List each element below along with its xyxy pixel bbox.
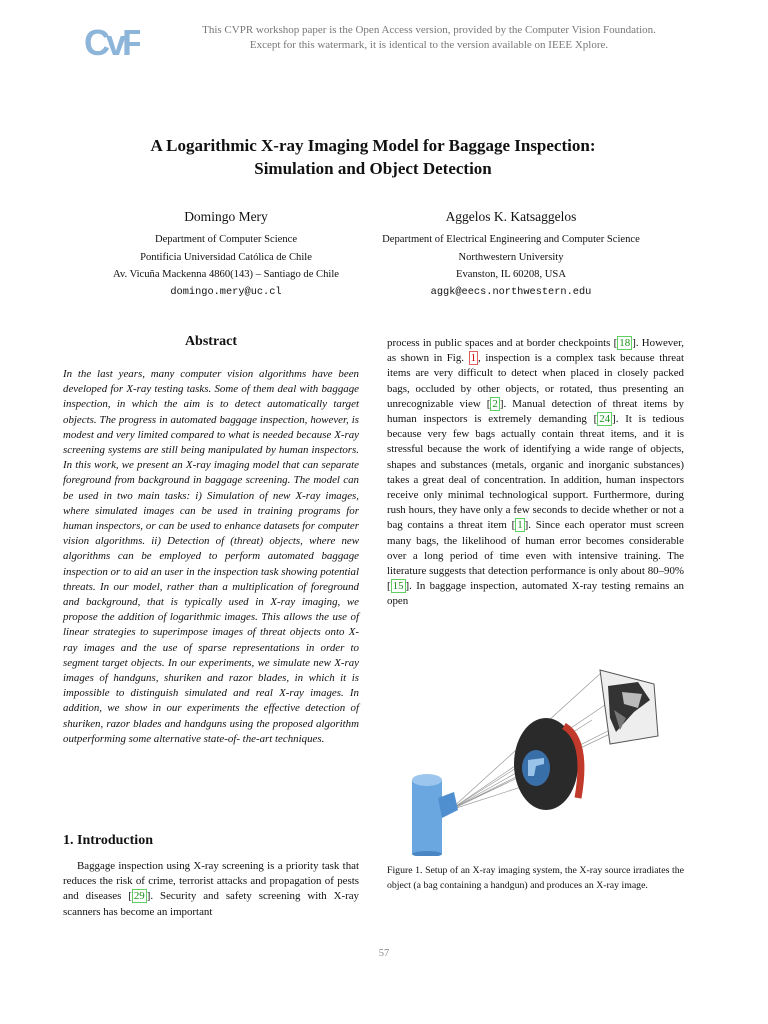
author-email[interactable]: aggk@eecs.northwestern.edu bbox=[430, 285, 592, 298]
body-text: process in public spaces and at border checkpoints bbox=[387, 337, 614, 349]
author-block-2 bbox=[341, 208, 681, 301]
intro-paragraph: Baggage inspection using X-ray screening is a priority task that reduces the risk of crime, terrorist attacks and propagation of pests and diseases [ 29 ]. Security and safety screening with X-ray scanners has become an important bbox=[63, 860, 360, 918]
body-text: . It is tedious because very few bags actually contain threat items, and it is stressful because the work of identifying a wide range of objects, shapes and substances (metals, organic and inorganic substances) takes a great deal of concentration. In addition, human inspectors receive only minimal technological support. Furthermore, during rush hours, they have only a few seconds to decide whether or not a bag contains a threat item bbox=[387, 413, 684, 532]
intro-text: . Security and safety screening with X-ray scanners has become an important bbox=[63, 890, 360, 918]
citation-link[interactable]: 29 bbox=[133, 890, 145, 903]
author-dept: Department of Electrical Engineering and Computer Science bbox=[382, 234, 640, 245]
intro-paragraph-continued: process in public spaces and at border checkpoints [ 18 ]. However, as shown in Fig. 1 , inspection is a complex task because threat items are very difficult to detect when placed in closely packed bags, occluded by other objects, or rotated, thus presenting an unrecognizable view [ 2 ]. Manual detection of threat items by human inspectors is extremely demanding [ 24 ]. It is tedious because very few bags actually contain threat items, and it is stressful because the work of identifying a wide range of objects, shapes and substances (metals, organic and inorganic substances) takes a great deal of concentration. In addition, human inspectors receive only minimal technological support. Furthermore, during rush hours, they have only a few seconds to decide whether or not a bag contains a threat item [ 1 ]. Since each operator must screen many bags, the likelihood of human error becomes considerable over a long period of time even with intensive training. The literature suggests that detection performance is only about 80–90% [ 15 ]. In baggage inspection, automated X-ray testing remains an open bbox=[387, 337, 685, 608]
author-institution: Northwestern University bbox=[458, 251, 564, 263]
citation-link[interactable]: 2 bbox=[492, 397, 498, 410]
body-text: . In baggage inspection, automated X-ray testing remains an open bbox=[387, 580, 684, 608]
author-address: Av. Vicuña Mackenna 4860(143) – Santiago de Chile bbox=[113, 269, 339, 280]
citation-link[interactable]: 15 bbox=[392, 580, 404, 593]
citation-link[interactable]: 18 bbox=[619, 337, 631, 349]
body-text: . However, as shown in Fig. bbox=[387, 337, 684, 365]
body-text: . Since each operator must screen many bags, the likelihood of human error becomes considerable over a long period of time even with intensive training. The literature suggests that detection performance is only about 80–90% bbox=[387, 519, 684, 578]
paper-title-line-1: A Logarithmic X-ray Imaging Model for Baggage Inspection: bbox=[150, 136, 596, 155]
author-email[interactable]: domingo.mery@uc.cl bbox=[170, 285, 282, 298]
figure-1-illustration bbox=[388, 648, 684, 856]
author-address: Evanston, IL 60208, USA bbox=[456, 269, 566, 280]
watermark-line-1: This CVPR workshop paper is the Open Access version, provided by the Computer Vision Foundation. bbox=[202, 24, 656, 36]
backpack-object bbox=[514, 718, 581, 810]
abstract-body: In the last years, many computer vision algorithms have been developed for X-ray testing tasks. Some of them deal with baggage inspection, in which the aim is to detect automatically target objects. The progress in automated baggage inspection, however, is modest and very limited compared to what is needed because X-ray screening systems are still being manipulated by human inspectors. In this work, we present an X-ray imaging model that can separate foreground from background in baggage screening. The model can be used in two main tasks: i) Simulation of new X-ray images, where simulated images can be used in training programs for human inspectors, or can be used to enhance datasets for computer vision algorithms. ii) Detection of (threat) objects, where new algorithms can be employed to perform automated baggage inspection or to aid an user in the inspection task showing potential threats. In our model, rather than a multiplication of foreground and background, that is typically used in X-ray imaging, we propose the addition of logarithmic images. This allows the use of linear strategies to superimpose images of threat objects onto X-ray images and the use of sparse representations in order to segment target objects. In our experiments, we simulate new X-ray images of handguns, shuriken and razor blades, in which it is impossible to distinguish simulated and real X-ray images. In addition, we show in our experiments the effective detection of shuriken, razor blades and handguns using the proposed algorithm outperforming some alternative state-of- the-art techniques. bbox=[63, 368, 359, 745]
section-heading-introduction: 1. Introduction bbox=[63, 833, 153, 848]
page-number: 57 bbox=[378, 948, 390, 959]
author-dept: Department of Computer Science bbox=[154, 234, 298, 245]
paper-title-line-2: Simulation and Object Detection bbox=[254, 159, 492, 178]
xray-source bbox=[412, 774, 458, 856]
svg-text:CvF: CvF bbox=[84, 22, 140, 60]
figure-caption: Figure 1. Setup of an X-ray imaging system, the X-ray source irradiates the object (a bag containing a handgun) and produces an X-ray image. bbox=[387, 865, 684, 891]
intro-text: Baggage inspection using X-ray screening is a priority task that reduces the risk of crime, terrorist attacks and propagation of pests and diseases bbox=[63, 860, 359, 903]
abstract-heading: Abstract bbox=[184, 334, 238, 349]
author-name: Aggelos K. Katsaggelos bbox=[445, 209, 577, 224]
author-institution: Pontificia Universidad Católica de Chile bbox=[140, 251, 312, 263]
watermark-line-2: Except for this watermark, it is identical to the version available on IEEE Xplore. bbox=[249, 39, 609, 51]
xray-image-panel bbox=[600, 670, 658, 744]
body-text: . Manual detection of threat items by human inspectors is extremely demanding bbox=[387, 397, 685, 426]
author-name: Domingo Mery bbox=[184, 209, 268, 224]
citation-link[interactable]: 1 bbox=[517, 519, 523, 532]
citation-link[interactable]: 24 bbox=[599, 413, 611, 426]
figure-ref-link[interactable]: 1 bbox=[470, 352, 477, 365]
body-text: , inspection is a complex task because threat items are very difficult to detect when placed in closely packed bags, occluded by other objects, or rotated, thus presenting an unrecognizable view bbox=[387, 352, 684, 410]
